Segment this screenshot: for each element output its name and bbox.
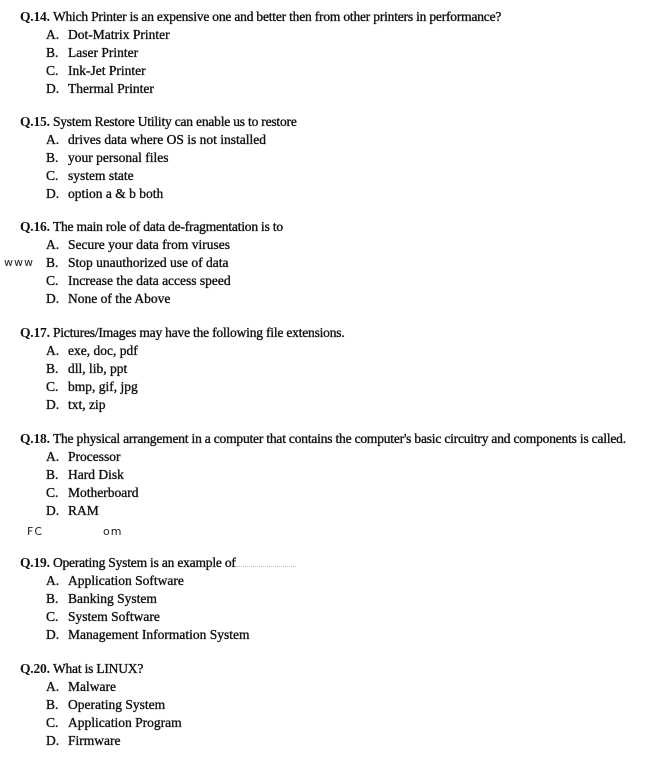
options-list: [20, 678, 665, 750]
option-d: D. RAM: [46, 503, 99, 518]
question-20: [20, 660, 665, 750]
options-list: [20, 131, 665, 203]
watermark-prefix: FC: [27, 525, 44, 538]
question-text: Q.18. The physical arrangement in a computer that contains the computer's basic circuitry and components is called.: [20, 431, 626, 446]
question-text: Q.17. Pictures/Images may have the following file extensions.: [20, 325, 345, 340]
option-b: B. Laser Printer: [46, 45, 139, 60]
question-text: Q.20. What is LINUX?: [20, 661, 144, 676]
option-b: B. Banking System: [46, 591, 157, 606]
option-c: C. Ink-Jet Printer: [46, 63, 146, 78]
question-16: [20, 218, 665, 308]
option-d: D. option a & b both: [46, 186, 164, 201]
options-list: [20, 572, 665, 644]
options-list: [20, 236, 665, 308]
option-c: C. Motherboard: [46, 485, 139, 500]
answer-blank: [236, 556, 296, 567]
option-c: C. Increase the data access speed: [46, 273, 231, 288]
option-d: D. Firmware: [46, 733, 121, 748]
option-b: B. Hard Disk: [46, 467, 124, 482]
question-19: [20, 554, 665, 644]
option-a: A. Application Software: [46, 573, 184, 588]
option-d: D. txt, zip: [46, 397, 106, 412]
question-15: [20, 113, 665, 203]
question-18: [20, 430, 665, 520]
option-a: A. exe, doc, pdf: [46, 343, 138, 358]
option-b: B. dll, lib, ppt: [46, 361, 128, 376]
options-list: [20, 448, 665, 520]
option-b: B. Operating System: [46, 697, 166, 712]
option-a: A. Secure your data from viruses: [46, 237, 230, 252]
question-text: Q.19. Operating System is an example of: [20, 554, 665, 572]
option-b: B. Stop unauthorized use of data: [46, 255, 229, 270]
question-text: Q.14. Which Printer is an expensive one and better then from other printers in performance?: [20, 9, 502, 24]
question-text: Q.16. The main role of data de-fragmentation is to: [20, 219, 283, 234]
options-list: [20, 342, 665, 414]
question-17: [20, 324, 665, 414]
option-d: D. None of the Above: [46, 291, 171, 306]
option-b: B. your personal files: [46, 150, 169, 165]
option-d: D. Management Information System: [46, 627, 250, 642]
option-a: A. Dot-Matrix Printer: [46, 27, 170, 42]
option-d: D. Thermal Printer: [46, 81, 154, 96]
options-list: [20, 26, 665, 98]
option-c: C. bmp, gif, jpg: [46, 379, 138, 394]
watermark-suffix: om: [103, 525, 123, 538]
option-c: C. system state: [46, 168, 134, 183]
option-c: C. Application Program: [46, 715, 182, 730]
watermark-text: www: [4, 256, 34, 269]
option-a: A. Malware: [46, 679, 116, 694]
question-14: [20, 8, 665, 98]
option-a: A. drives data where OS is not installed: [46, 132, 266, 147]
question-text: Q.15. System Restore Utility can enable us to restore: [20, 114, 297, 129]
option-c: C. System Software: [46, 609, 160, 624]
option-a: A. Processor: [46, 449, 121, 464]
